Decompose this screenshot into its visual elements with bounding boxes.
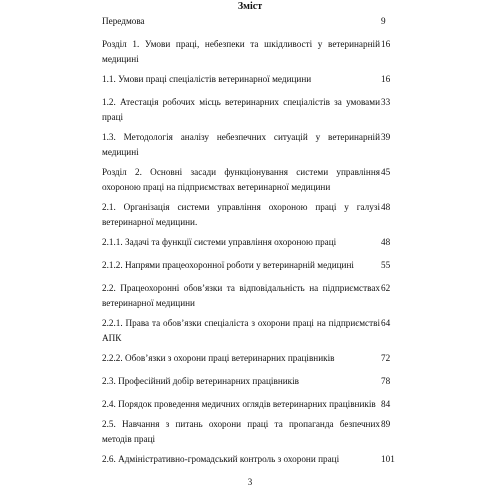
toc-entry-1-2[interactable] bbox=[102, 95, 412, 125]
toc-entry-text: 2.1. Організація системи управління охороною праці у галузі ветеринарної медицини. bbox=[102, 202, 380, 227]
toc-entry-page: 78 bbox=[381, 376, 391, 386]
toc-entry-text: 2.3. Професійний добір ветеринарних працівників bbox=[102, 376, 300, 386]
toc-entry-page: 16 bbox=[381, 74, 391, 84]
toc-entry-page: 55 bbox=[381, 260, 391, 270]
toc-entry-text: 2.2. Працеохоронні обов’язки та відповідальність на підприємствах ветеринарної медицини bbox=[102, 283, 380, 308]
toc-entry-2-1-1[interactable] bbox=[102, 235, 412, 250]
toc-entry-text: 1.1. Умови праці спеціалістів ветеринарної медицини bbox=[102, 74, 312, 84]
toc-entry-section-1[interactable] bbox=[102, 37, 412, 67]
toc-entry-page: 64 bbox=[381, 318, 391, 328]
toc-entry-2-1-2[interactable] bbox=[102, 258, 412, 273]
toc-entry-text: 1.2. Атестація робочих місць ветеринарних спеціалістів за умовами праці bbox=[102, 97, 380, 122]
toc-entry-2-4[interactable] bbox=[102, 397, 412, 412]
toc-entry-2-3[interactable] bbox=[102, 374, 412, 389]
toc-entry-page: 16 bbox=[381, 39, 391, 49]
toc-entry-text: 2.1.2. Напрями працеохоронної роботи у ветеринарній медицині bbox=[102, 260, 354, 270]
toc-entry-page: 33 bbox=[381, 97, 391, 107]
toc-entry-2-6[interactable] bbox=[102, 452, 412, 467]
toc-entry-page: 89 bbox=[381, 419, 391, 429]
toc-entry-2-2[interactable] bbox=[102, 281, 412, 311]
toc-entry-page: 45 bbox=[381, 167, 391, 177]
toc-entry-text: 2.4. Порядок проведення медичних оглядів ветеринарних працівників bbox=[102, 399, 376, 409]
toc-entry-page: 62 bbox=[381, 283, 391, 293]
toc-entry-page: 9 bbox=[381, 16, 386, 26]
toc-entry-page: 101 bbox=[381, 454, 395, 464]
toc-entry-text: 2.1.1. Задачі та функції системи управління охороною праці bbox=[102, 237, 337, 247]
toc-entry-preface[interactable] bbox=[102, 14, 412, 29]
toc-entry-page: 48 bbox=[381, 202, 391, 212]
toc-entry-text: Розділ 2. Основні засади функціонування системи управління охороною праці на підприємствах ветеринарної медицини bbox=[102, 167, 380, 192]
toc-entry-text: 2.5. Навчання з питань охорони праці та пропаганда безпечних методів праці bbox=[102, 419, 380, 444]
toc-entry-1-3[interactable] bbox=[102, 130, 412, 160]
toc-entry-1-1[interactable] bbox=[102, 72, 412, 87]
toc-entry-page: 39 bbox=[381, 132, 391, 142]
toc-entry-text: Розділ 1. Умови праці, небезпеки та шкідливості у ветеринарній медицині bbox=[102, 39, 380, 64]
toc-entry-text: 2.2.2. Обов’язки з охорони праці ветеринарних працівників bbox=[102, 353, 335, 363]
toc-entry-text: 2.2.1. Права та обов’язки спеціаліста з охорони праці на підприємстві АПК bbox=[102, 318, 380, 343]
toc-entry-section-2[interactable] bbox=[102, 165, 412, 195]
table-of-contents bbox=[102, 14, 412, 475]
toc-entry-page: 48 bbox=[381, 237, 391, 247]
toc-entry-2-2-2[interactable] bbox=[102, 351, 412, 366]
toc-entry-2-5[interactable] bbox=[102, 417, 412, 447]
toc-entry-page: 72 bbox=[381, 353, 391, 363]
page-number: 3 bbox=[247, 477, 253, 487]
toc-entry-text: 2.6. Адміністративно-громадський контроль з охорони праці bbox=[102, 454, 340, 464]
toc-entry-2-2-1[interactable] bbox=[102, 316, 412, 346]
toc-entry-text: Передмова bbox=[102, 16, 145, 26]
toc-entry-page: 84 bbox=[381, 399, 391, 409]
toc-entry-2-1[interactable] bbox=[102, 200, 412, 230]
toc-entry-text: 1.3. Методологія аналізу небезпечних ситуацій у ветеринарній медицині bbox=[102, 132, 380, 157]
toc-title: Зміст bbox=[237, 1, 263, 12]
